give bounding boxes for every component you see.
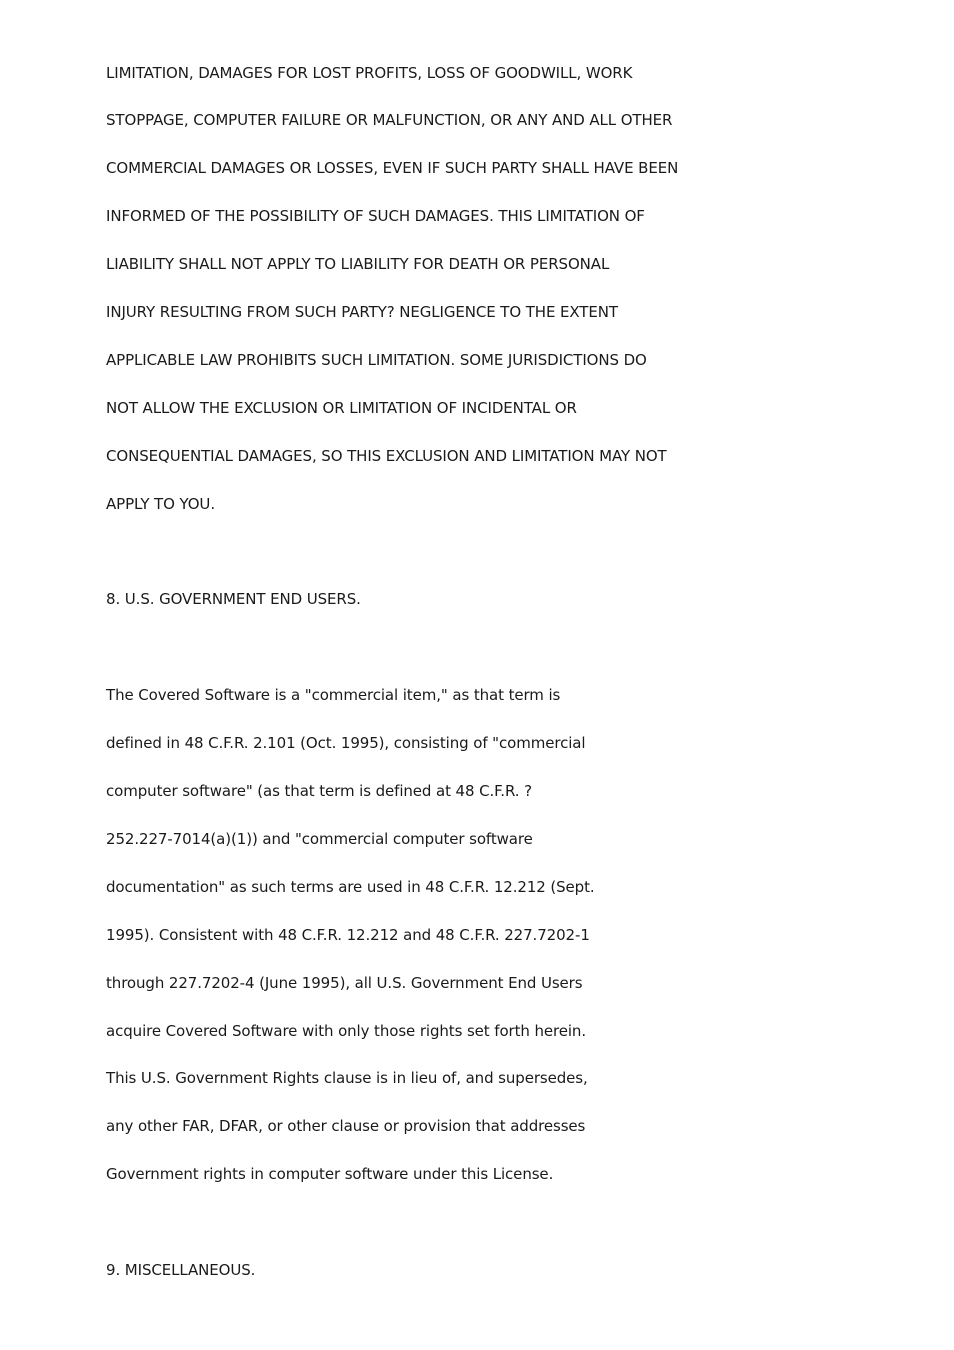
- limitation-line: COMMERCIAL DAMAGES OR LOSSES, EVEN IF SUCH PARTY SHALL HAVE BEEN: [106, 159, 679, 177]
- limitation-line: APPLICABLE LAW PROHIBITS SUCH LIMITATION. SOME JURISDICTIONS DO: [106, 351, 647, 369]
- limitation-line: INJURY RESULTING FROM SUCH PARTY? NEGLIGENCE TO THE EXTENT: [106, 303, 618, 321]
- limitation-line: INFORMED OF THE POSSIBILITY OF SUCH DAMAGES. THIS LIMITATION OF: [106, 207, 645, 225]
- section-8-line: acquire Covered Software with only those rights set forth herein.: [106, 1022, 586, 1040]
- section-8-line: any other FAR, DFAR, or other clause or provision that addresses: [106, 1117, 586, 1135]
- limitation-line: LIABILITY SHALL NOT APPLY TO LIABILITY FOR DEATH OR PERSONAL: [106, 255, 610, 273]
- limitation-line: CONSEQUENTIAL DAMAGES, SO THIS EXCLUSION AND LIMITATION MAY NOT: [106, 447, 667, 465]
- limitation-line: APPLY TO YOU.: [106, 495, 215, 513]
- section-8-line: defined in 48 C.F.R. 2.101 (Oct. 1995), consisting of "commercial: [106, 734, 586, 752]
- section-8-line: Government rights in computer software under this License.: [106, 1165, 554, 1183]
- limitation-line: STOPPAGE, COMPUTER FAILURE OR MALFUNCTION, OR ANY AND ALL OTHER: [106, 111, 673, 129]
- section-8-line: This U.S. Government Rights clause is in lieu of, and supersedes,: [106, 1069, 588, 1087]
- section-8-line: documentation" as such terms are used in 48 C.F.R. 12.212 (Sept.: [106, 878, 595, 896]
- section-8-line: computer software" (as that term is defined at 48 C.F.R. ?: [106, 782, 532, 800]
- section-8-line: 1995). Consistent with 48 C.F.R. 12.212 and 48 C.F.R. 227.7202-1: [106, 926, 590, 944]
- section-8-heading: 8. U.S. GOVERNMENT END USERS.: [106, 590, 361, 608]
- section-8-line: through 227.7202-4 (June 1995), all U.S. Government End Users: [106, 974, 583, 992]
- limitation-line: LIMITATION, DAMAGES FOR LOST PROFITS, LOSS OF GOODWILL, WORK: [106, 64, 633, 82]
- limitation-line: NOT ALLOW THE EXCLUSION OR LIMITATION OF INCIDENTAL OR: [106, 399, 577, 417]
- section-8-line: 252.227-7014(a)(1)) and "commercial computer software: [106, 830, 533, 848]
- section-8-line: The Covered Software is a "commercial item," as that term is: [106, 686, 561, 704]
- section-9-heading: 9. MISCELLANEOUS.: [106, 1261, 256, 1279]
